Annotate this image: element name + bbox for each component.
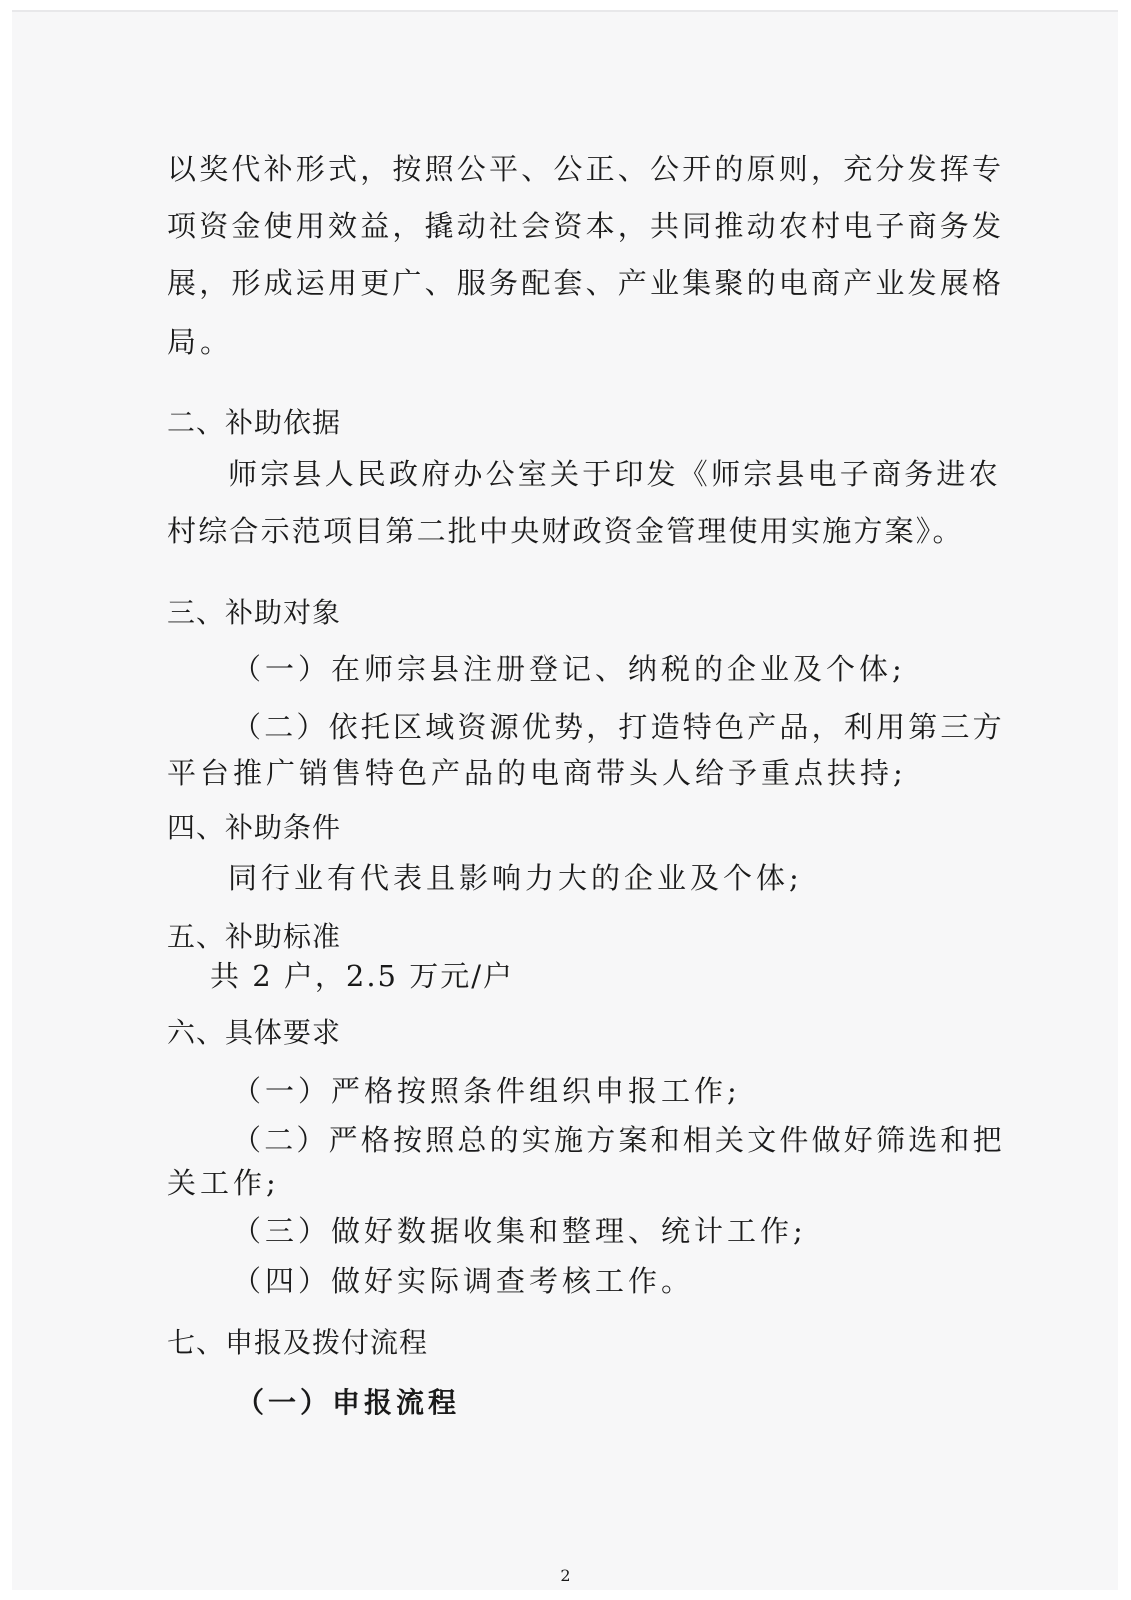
list-item: （一）在师宗县注册登记、纳税的企业及个体; — [232, 652, 906, 686]
list-item: （四）做好实际调查考核工作。 — [232, 1264, 695, 1298]
paragraph-line: 局。 — [167, 325, 234, 359]
section-heading: 二、补助依据 — [167, 406, 342, 439]
section-heading: 三、补助对象 — [167, 596, 342, 629]
paragraph-line: 展，形成运用更广、服务配套、产业集聚的电商产业发展格 — [167, 266, 1005, 300]
paragraph-line: 村综合示范项目第二批中央财政资金管理使用实施方案》。 — [167, 514, 964, 548]
page-number: 2 — [560, 1566, 571, 1585]
list-item: （一）严格按照条件组织申报工作; — [232, 1074, 741, 1108]
list-item: （二）依托区域资源优势，打造特色产品，利用第三方 — [232, 710, 1005, 744]
paragraph-line: 同行业有代表且影响力大的企业及个体; — [228, 861, 803, 895]
list-item: 关工作; — [167, 1166, 280, 1200]
paragraph-line: 项资金使用效益，撬动社会资本，共同推动农村电子商务发 — [167, 209, 1005, 243]
list-item: （二）严格按照总的实施方案和相关文件做好筛选和把 — [232, 1123, 1005, 1157]
section-heading: 六、具体要求 — [167, 1016, 342, 1049]
subsection-heading: （一）申报流程 — [236, 1386, 461, 1419]
paragraph-line: 师宗县人民政府办公室关于印发《师宗县电子商务进农 — [228, 457, 1001, 491]
section-heading: 五、补助标准 — [167, 920, 342, 953]
list-item: 平台推广销售特色产品的电商带头人给予重点扶持; — [167, 756, 907, 790]
section-heading: 四、补助条件 — [167, 811, 342, 844]
section-heading: 七、申报及拨付流程 — [167, 1326, 429, 1359]
paragraph-line: 以奖代补形式，按照公平、公正、公开的原则，充分发挥专 — [167, 152, 1005, 186]
list-item: （三）做好数据收集和整理、统计工作; — [232, 1214, 807, 1248]
paragraph-line: 共 2 户，2.5 万元/户 — [210, 959, 514, 993]
